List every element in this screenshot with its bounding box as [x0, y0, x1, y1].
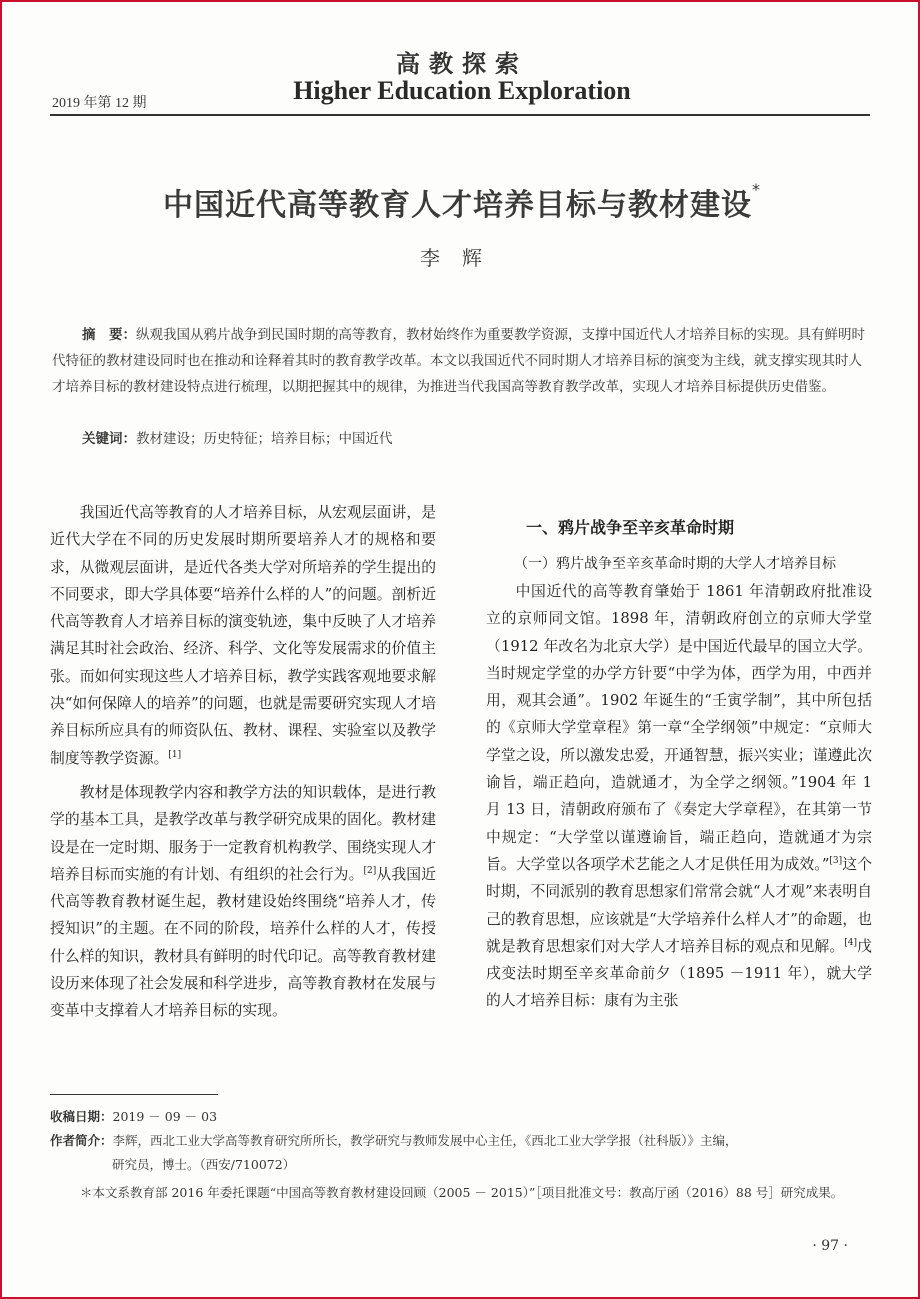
abstract: [52, 322, 872, 400]
article-title-text: 中国近代高等教育人才培养目标与教材建设: [163, 188, 752, 223]
body-paragraph: [50, 779, 436, 1025]
funding-note: ＊本文系教育部 2016 年委托课题“中国高等教育教材建设回顾（2005 － 2015）”［项目批准文号：教高厅函（2016）88 号］研究成果。: [80, 1185, 844, 1200]
footnote-rule: [50, 1094, 218, 1095]
author-bio: [50, 1129, 870, 1153]
author-bio-text: 李辉，西北工业大学高等教育研究所所长，教学研究与教师发展中心主任，《西北工业大学学报（社科版）》主编，: [112, 1133, 738, 1148]
footnotes: [50, 1105, 870, 1205]
paragraph-text: 我国近代高等教育的人才培养目标，从宏观层面讲，是近代大学在不同的历史发展时期所要培养人才的规格和要求，从微观层面讲，是近代各类大学对所培养的学生提出的不同要求，即大学具体要“培养什么样的人”的问题。剖析近代高等教育人才培养目标的演变轨迹，集中反映了人才培养满足其时社会政治、经济、科学、文化等发展需求的价值主张。而如何实现这些人才培养目标，教学实践客观地要求解决“如何保障人的培养”的问题，也就是需要研究实现人才培养目标所应具有的师资队伍、教材、课程、实验室以及教学制度等教学资源。: [50, 504, 436, 767]
received-label: 收稿日期：: [50, 1109, 113, 1124]
section-heading: 一、鸦片战争至辛亥革命时期: [526, 518, 735, 537]
article-title: [2, 180, 920, 224]
keywords-text: 教材建设；历史特征；培养目标；中国近代: [136, 431, 393, 447]
subsection-heading: （一）鸦片战争至辛亥革命时期的大学人才培养目标: [514, 556, 836, 572]
abstract-text: 纵观我国从鸦片战争到民国时期的高等教育，教材始终作为重要教学资源，支撑中国近代人才培养目标的实现。具有鲜明时代特征的教材建设同时也在推动和诠释着其时的教育教学改革。本文以我国近代不同时期人才培养目标的演变为主线，就支撑实现其时人才培养目标的教材建设特点进行梳理，以期把握其中的规律，为推进当代我国高等教育教学改革，实现人才培养目标提供历史借鉴。: [52, 327, 865, 395]
journal-title-cn: 高教探索: [396, 50, 528, 78]
paragraph-text: 中国近代的高等教育肇始于 1861 年清朝政府批准设立的京师同文馆。1898 年，清朝政府创立的京师大学堂（1912 年改名为北京大学）是中国近代最早的国立大学。当时规定学堂的办学方针要“中学为体，西学为用，中西并用，观其会通”。1902 年诞生的“壬寅学制”，其中所包括的《京师大学堂章程》第一章“全学纲领”中规定：“京师大学堂之设，所以激发忠爱，开通智慧，振兴实业；谨遵此次谕旨，端正趋向，造就通才，为全学之纲领。”1904 年 1 月 13 日，清朝政府颁布了《奏定大学章程》，在其第一节中规定：“大学堂以谨遵谕旨，端正趋向，造就通才为宗旨。大学堂以各项学术艺能之人才足供任用为成效。”: [486, 583, 872, 873]
issue-number: 2019 年第 12 期: [52, 96, 147, 111]
paragraph-text: 戊戌变法时期至辛亥革命前夕（1895 －1911 年），就大学的人才培养目标：康有为主张: [486, 937, 872, 1010]
body-paragraph: [486, 578, 872, 1015]
article-author: 李辉: [420, 246, 504, 270]
received-value: 2019 － 09 － 03: [112, 1109, 218, 1124]
body-left-column: [50, 499, 436, 1025]
author-bio-continued: 研究员，博士。（西安/710072）: [112, 1157, 296, 1172]
citation-ref: [4]: [844, 937, 858, 948]
citation-ref: [2]: [363, 865, 377, 876]
title-footnote-mark: *: [752, 180, 761, 199]
keywords-label: 关键词：: [82, 431, 136, 447]
journal-title-en: Higher Education Exploration: [293, 76, 631, 105]
paragraph-text: 从我国近代高等教育教材诞生起，教材建设始终围绕“培养人才，传授知识”的主题。在不同的阶段，培养什么样的人才，传授什么样的知识，教材具有鲜明的时代印记。高等教育教材建设历来体现了社会发展和科学进步，高等教育教材在发展与变革中支撑着人才培养目标的实现。: [50, 865, 436, 1020]
paragraph-text: 这个时期，不同派别的教育思想家们常常会就“人才观”来表明自己的教育思想，应该就是“大学培养什么样人才”的命题，也就是教育思想家们对大学人才培养目标的观点和见解。: [486, 855, 872, 955]
page-number: · 97 ·: [812, 1238, 848, 1254]
keywords: [82, 428, 393, 450]
citation-ref: [1]: [168, 749, 182, 760]
header-rule: [50, 114, 870, 116]
abstract-label: 摘 要：: [82, 327, 136, 343]
paragraph-text: 教材是体现教学内容和教学方法的知识载体，是进行教学的基本工具，是教学改革与教学研究成果的固化。教材建设是在一定时期、服务于一定教育机构教学、围绕实现人才培养目标而实施的有计划、有组织的社会行为。: [50, 783, 436, 883]
received-date: [50, 1105, 870, 1129]
citation-ref: [3]: [829, 856, 843, 867]
body-right-column: [486, 499, 872, 1015]
author-bio-label: 作者简介：: [50, 1133, 113, 1148]
body-paragraph: [50, 499, 436, 772]
